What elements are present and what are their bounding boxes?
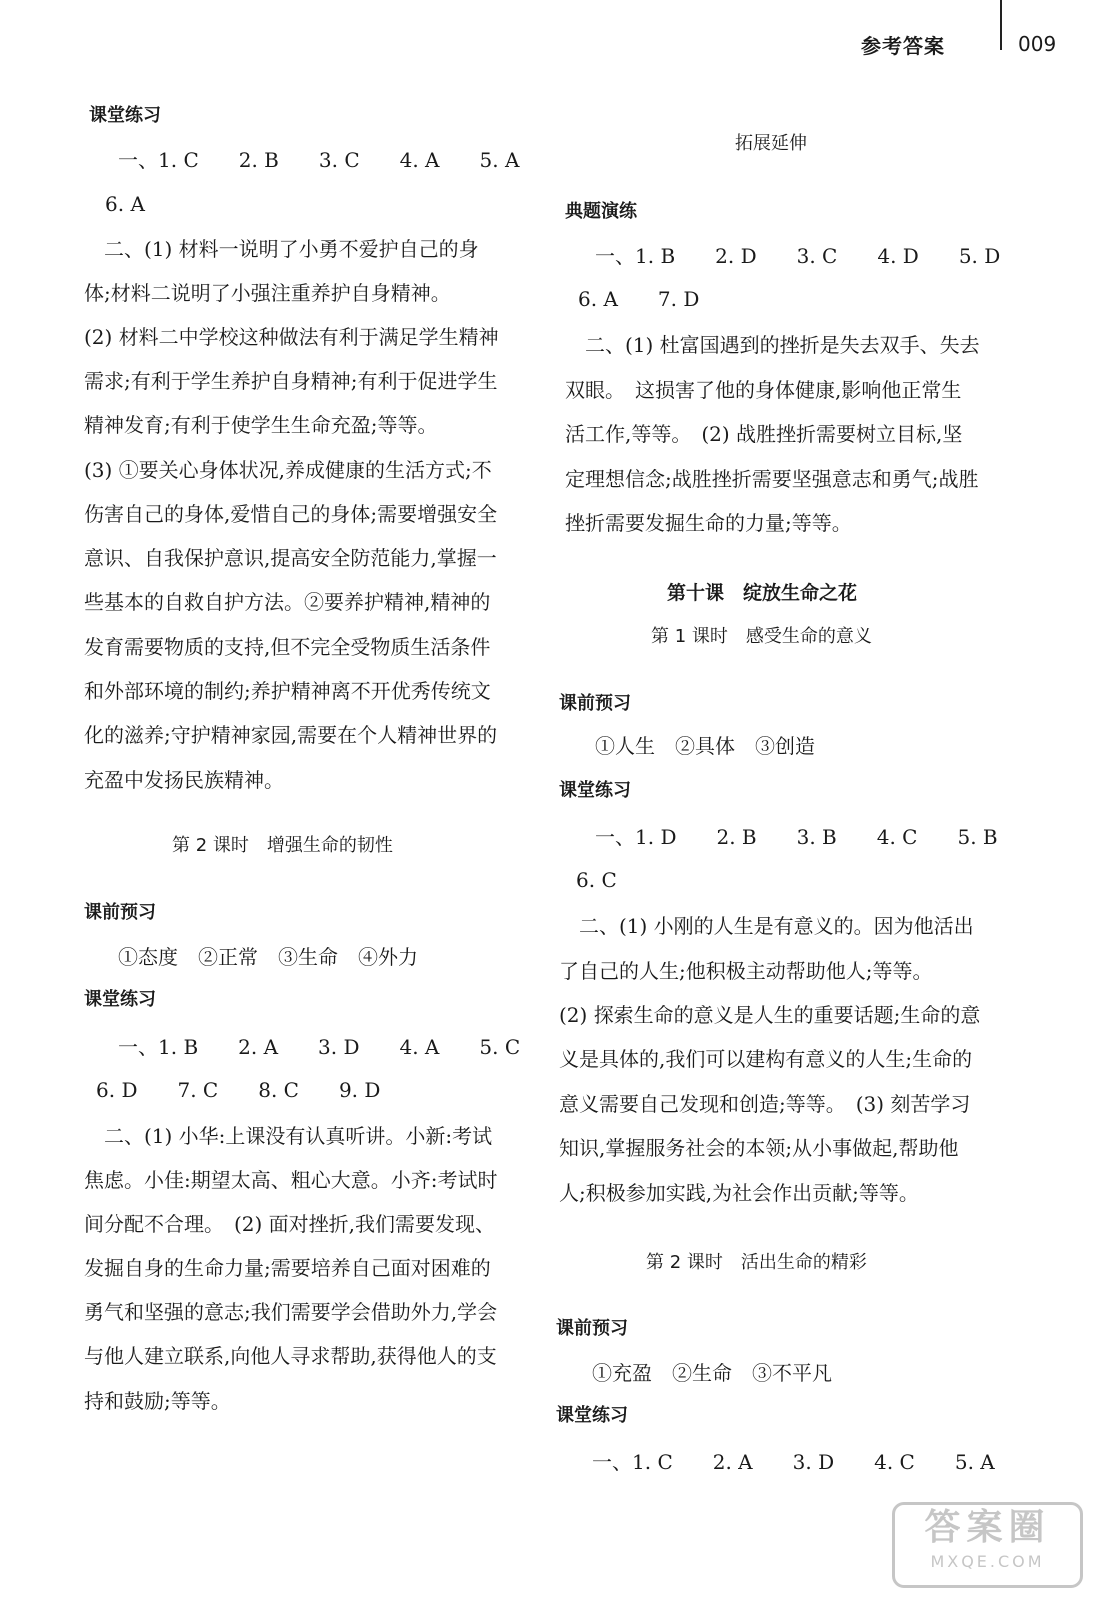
watermark-logo	[892, 1502, 1083, 1588]
answer-text-line: 二、(1) 杜富国遇到的挫折是失去双手、失去	[565, 333, 980, 357]
answer-text-line: 了自己的人生;他积极主动帮助他人;等等。	[559, 959, 933, 983]
answer-text-line: 定理想信念;战胜挫折需要坚强意志和勇气;战胜	[565, 467, 979, 491]
answer-text-line: 体;材料二说明了小强注重养护自身精神。	[84, 281, 451, 305]
mc-answers-line: 一、1. C 2. B 3. C 4. A 5. A	[118, 148, 520, 172]
answer-text-line: 知识,掌握服务社会的本领;从小事做起,帮助他	[559, 1136, 959, 1160]
lesson-title: 第 2 课时 增强生命的韧性	[172, 835, 393, 856]
section-heading: 典题演练	[565, 201, 637, 222]
answer-text-line: 发育需要物质的支持,但不完全受物质生活条件	[84, 635, 491, 659]
answer-text-line: 持和鼓励;等等。	[84, 1389, 231, 1413]
section-title: 拓展延伸	[735, 133, 807, 154]
answer-text-line: 些基本的自救自护方法。②要养护精神,精神的	[84, 590, 491, 614]
preview-answers: ①充盈 ②生命 ③不平凡	[592, 1361, 832, 1385]
watermark-url: MXQE.COM	[930, 1552, 1045, 1571]
mc-answers-line: 6. D 7. C 8. C 9. D	[96, 1078, 381, 1102]
answer-text-line: 挫折需要发掘生命的力量;等等。	[565, 511, 852, 535]
mc-answers-line: 一、1. B 2. A 3. D 4. A 5. C	[118, 1035, 521, 1059]
answer-text-line: 二、(1) 小华:上课没有认真听讲。小新:考试	[84, 1124, 493, 1148]
answer-text-line: 二、(1) 小刚的人生是有意义的。因为他活出	[559, 914, 974, 938]
lesson-title: 第十课 绽放生命之花	[667, 582, 858, 604]
answer-text-line: 人;积极参加实践,为社会作出贡献;等等。	[559, 1181, 919, 1205]
answer-text-line: 意义需要自己发现和创造;等等。 (3) 刻苦学习	[559, 1092, 971, 1116]
answer-text-line: 二、(1) 材料一说明了小勇不爱护自己的身	[84, 237, 479, 261]
answer-text-line: 伤害自己的身体,爱惜自己的身体;需要增强安全	[84, 502, 498, 526]
mc-answers-line: 6. C	[576, 868, 617, 892]
answer-text-line: 勇气和坚强的意志;我们需要学会借助外力,学会	[84, 1300, 498, 1324]
answer-text-line: (2) 材料二中学校这种做法有利于满足学生精神	[84, 325, 499, 349]
section-heading: 课堂练习	[89, 105, 161, 126]
page-number: 009	[1018, 32, 1057, 56]
answer-text-line: 充盈中发扬民族精神。	[84, 768, 284, 792]
answer-text-line: 需求;有利于学生养护自身精神;有利于促进学生	[84, 369, 498, 393]
answer-text-line: (3) ①要关心身体状况,养成健康的生活方式;不	[84, 458, 492, 482]
answer-text-line: 和外部环境的制约;养护精神离不开优秀传统文	[84, 679, 491, 703]
mc-answers-line: 一、1. C 2. A 3. D 4. C 5. A	[592, 1450, 995, 1474]
section-heading: 课堂练习	[559, 780, 631, 801]
answer-text-line: 发掘自身的生命力量;需要培养自己面对困难的	[84, 1256, 491, 1280]
answer-text-line: (2) 探索生命的意义是人生的重要话题;生命的意	[559, 1003, 981, 1027]
answer-text-line: 精神发育;有利于使学生生命充盈;等等。	[84, 413, 438, 437]
answer-text-line: 焦虑。小佳:期望太高、粗心大意。小齐:考试时	[84, 1168, 498, 1192]
mc-answers-line: 6. A 7. D	[578, 287, 700, 311]
section-heading: 课前预习	[559, 693, 631, 714]
answer-text-line: 意识、自我保护意识,提高安全防范能力,掌握一	[84, 546, 497, 570]
section-heading: 课前预习	[556, 1318, 628, 1339]
answer-text-line: 义是具体的,我们可以建构有意义的人生;生命的	[559, 1047, 973, 1071]
mc-answers-line: 6. A	[105, 192, 145, 216]
section-heading: 课前预习	[84, 902, 156, 923]
section-heading: 课堂练习	[84, 989, 156, 1010]
mc-answers-line: 一、1. D 2. B 3. B 4. C 5. B	[595, 825, 998, 849]
mc-answers-line: 一、1. B 2. D 3. C 4. D 5. D	[595, 244, 1001, 268]
page-header-title: 参考答案	[861, 34, 945, 58]
lesson-subtitle: 第 1 课时 感受生命的意义	[651, 626, 872, 647]
header-divider	[1000, 0, 1002, 50]
preview-answers: ①态度 ②正常 ③生命 ④外力	[118, 945, 418, 969]
answer-text-line: 双眼。 这损害了他的身体健康,影响他正常生	[565, 378, 962, 402]
lesson-subtitle: 第 2 课时 活出生命的精彩	[646, 1252, 867, 1273]
answer-text-line: 间分配不合理。 (2) 面对挫折,我们需要发现、	[84, 1212, 496, 1236]
answer-text-line: 与他人建立联系,向他人寻求帮助,获得他人的支	[84, 1344, 497, 1368]
answer-text-line: 活工作,等等。 (2) 战胜挫折需要树立目标,坚	[565, 422, 963, 446]
section-heading: 课堂练习	[556, 1405, 628, 1426]
watermark-text: 答案圈	[924, 1507, 1051, 1548]
preview-answers: ①人生 ②具体 ③创造	[595, 734, 815, 758]
answer-text-line: 化的滋养;守护精神家园,需要在个人精神世界的	[84, 723, 498, 747]
